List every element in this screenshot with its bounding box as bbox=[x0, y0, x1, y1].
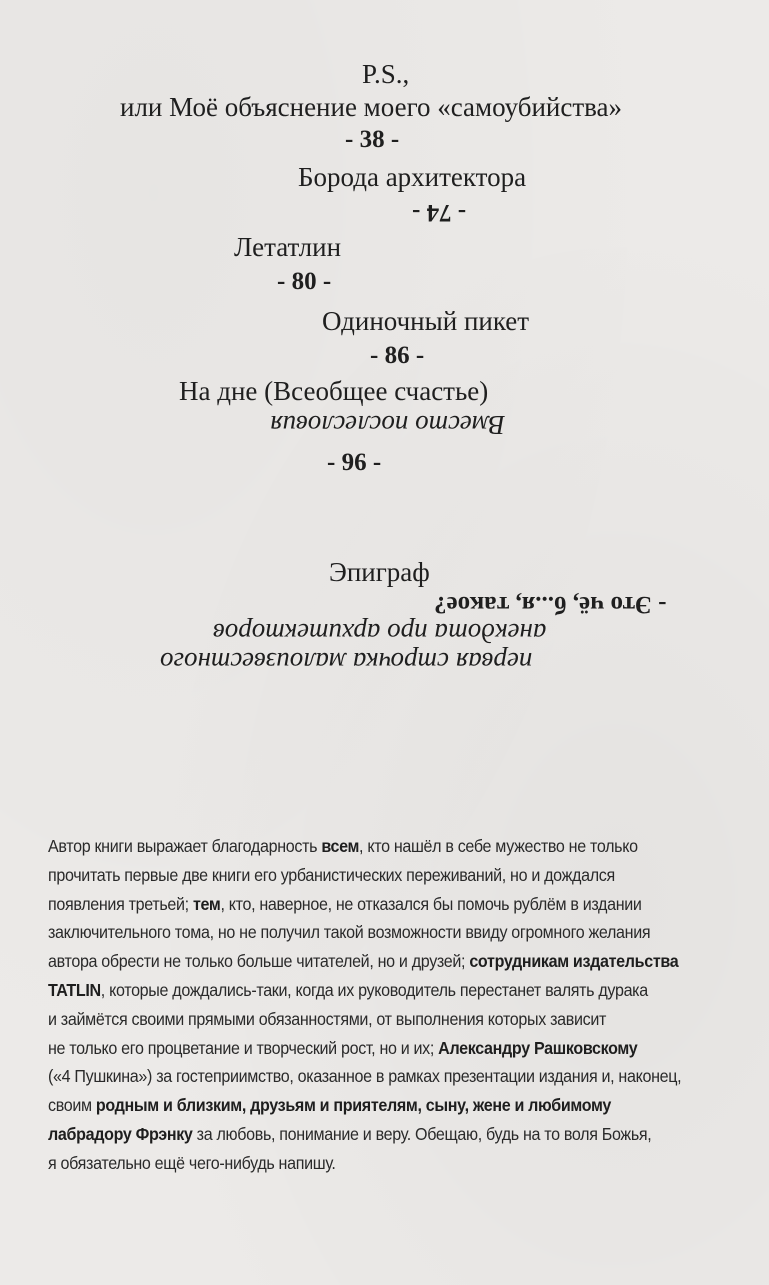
ack-text: своим bbox=[48, 1095, 96, 1116]
ps-page-number: - 38 - bbox=[345, 126, 400, 153]
ack-emphasis: лабрадору Фрэнку bbox=[48, 1123, 193, 1144]
ack-emphasis: TATLIN bbox=[48, 979, 101, 1000]
ack-text: за любовь, понимание и веру. Обещаю, будь на то воля Божья, bbox=[192, 1123, 652, 1144]
ack-line bbox=[48, 1034, 690, 1063]
epigraph-quote: - Это чё, б...я, такое? bbox=[434, 591, 667, 618]
ack-text: , кто нашёл в себе мужество не только bbox=[359, 836, 638, 856]
picket-page-number: - 86 - bbox=[370, 342, 425, 369]
ps-title: P.S., bbox=[362, 59, 410, 89]
ack-emphasis: тем bbox=[192, 893, 221, 914]
letatlin-title: Летатлин bbox=[234, 232, 342, 262]
ack-emphasis: всем bbox=[321, 836, 360, 856]
ack-emphasis: Александру Рашковскому bbox=[438, 1037, 638, 1058]
ack-line: я обязательно ещё чего-нибудь напишу. bbox=[48, 1152, 336, 1173]
ack-line: прочитать первые две книги его урбанистических переживаний, но и дождался bbox=[48, 864, 615, 885]
ack-line bbox=[48, 1091, 690, 1120]
bottom-title: На дне (Всеобщее счастье) bbox=[179, 376, 489, 406]
ack-line bbox=[48, 1120, 690, 1149]
ack-line: и займётся своими прямыми обязанностями, от выполнения которых зависит bbox=[48, 1008, 607, 1029]
ack-text: не только его процветание и творческий рост, но и их; bbox=[48, 1037, 439, 1058]
acknowledgements-paragraph bbox=[48, 832, 690, 1178]
ack-emphasis: сотрудникам издательства bbox=[469, 951, 679, 972]
beard-title: Борода архитектора bbox=[298, 162, 527, 192]
ack-line bbox=[48, 890, 690, 919]
ack-text: , которые дождались-таки, когда их руководитель перестанет валять дурака bbox=[100, 979, 648, 1000]
ack-line bbox=[48, 976, 690, 1005]
afterword-page-number: - 96 - bbox=[327, 449, 382, 476]
beard-page-number: - 74 - bbox=[412, 199, 467, 226]
epigraph-source-line1: анекдота про архитекторов bbox=[213, 618, 547, 648]
ack-line bbox=[48, 832, 690, 861]
epigraph-title: Эпиграф bbox=[329, 557, 430, 587]
ack-line: заключительного тома, но не получил такой возможности ввиду огромного желания bbox=[48, 922, 651, 943]
ack-text: автора обрести не только больше читателей, но и друзей; bbox=[48, 951, 470, 972]
ack-line bbox=[48, 947, 690, 976]
ack-text: Автор книги выражает благодарность bbox=[48, 836, 322, 856]
ack-emphasis: родным и близким, друзьям и приятелям, сыну, жене и любимому bbox=[95, 1095, 611, 1116]
picket-title: Одиночный пикет bbox=[322, 306, 530, 336]
ack-text: , кто, наверное, не отказался бы помочь рублём в издании bbox=[220, 893, 642, 914]
ps-subtitle: или Моё объяснение моего «самоубийства» bbox=[120, 92, 623, 122]
ack-line: («4 Пушкина») за гостеприимство, оказанное в рамках презентации издания и, наконец, bbox=[48, 1066, 682, 1087]
afterword-title: Вместо послесловия bbox=[270, 410, 506, 440]
letatlin-page-number: - 80 - bbox=[277, 268, 332, 295]
epigraph-source-line2: первая строчка малоизвестного bbox=[160, 647, 533, 677]
ack-text: появления третьей; bbox=[48, 893, 193, 914]
